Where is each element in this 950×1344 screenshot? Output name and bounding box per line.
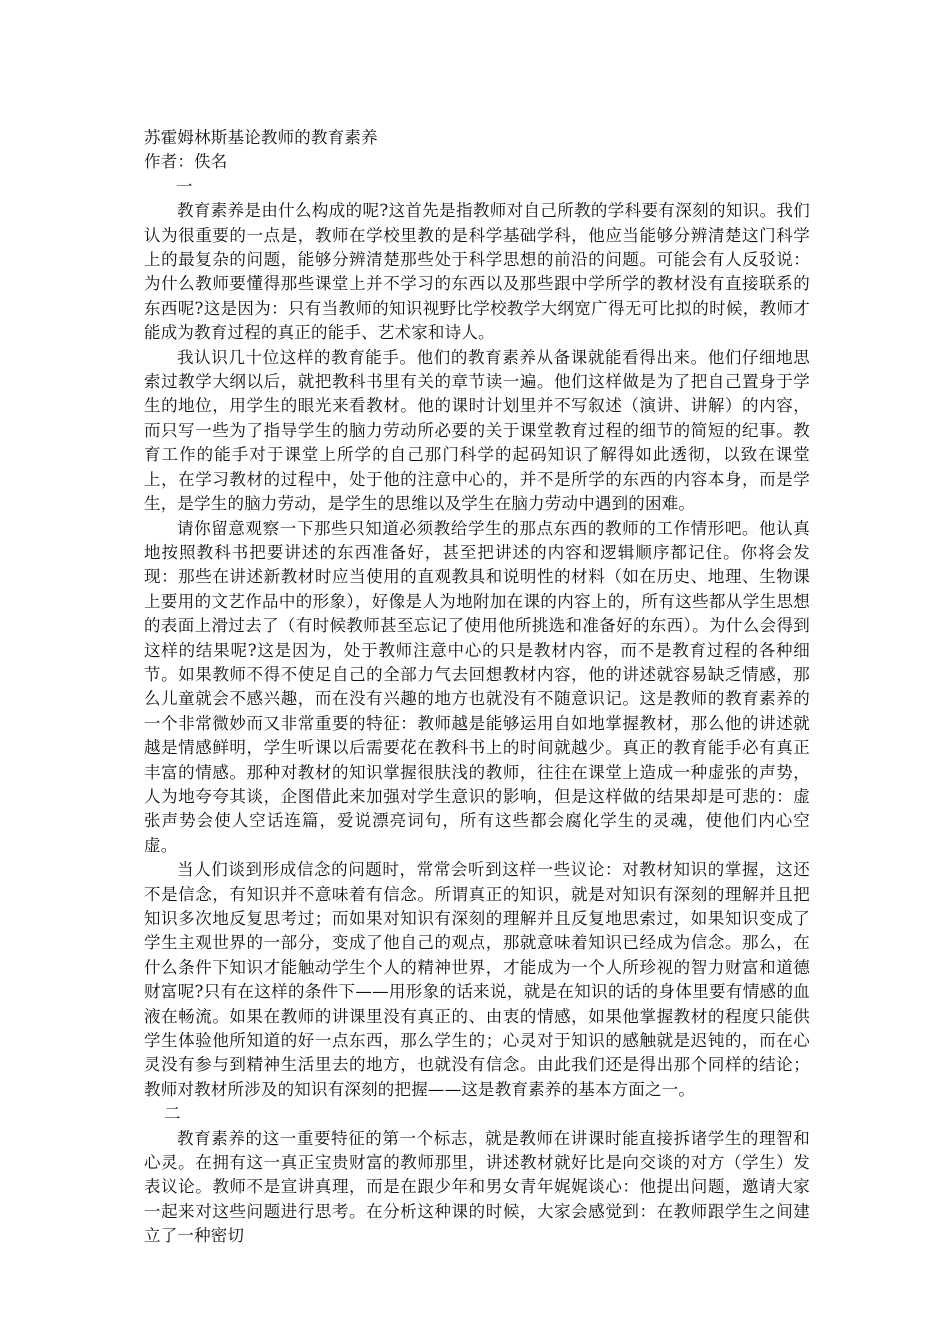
document-title: 苏霍姆林斯基论教师的教育素养 <box>144 128 378 147</box>
section-two-marker: 二 <box>164 1104 181 1124</box>
paragraph: 当人们谈到形成信念的问题时，常常会听到这样一些议论：对教材知识的掌握，这还不是信念，有知识并不意味着有信念。所谓真正的知识，就是对知识有深刻的理解并且把知识多次地反复思考过；而如果对知识有深刻的理解并且反复地思索过，如果知识变成了学生主观世界的一部分，变成了他自己的观点，那就意味着知识已经成为信念。那么，在什么条件下知识才能触动学生个人的精神世界，才能成为一个人所珍视的智力财富和道德财富呢?只有在这样的条件下——用形象的话来说，就是在知识的话的身体里要有情感的血液在畅流。如果在教师的讲课里没有真正的、由衷的情感，如果他掌握教材的程度只能供学生体验他所知道的好一点东西，那么学生的；心灵对于知识的感触就是迟钝的，而在心灵没有参与到精神生活里去的地方，也就没有信念。由此我们还是得出那个同样的结论；教师对教材所涉及的知识有深刻的把握——这是教育素养的基本方面之一。 <box>144 860 810 1099</box>
paragraph: 教育素养的这一重要特征的第一个标志，就是教师在讲课时能直接拆诸学生的理智和心灵。在拥有这一真正宝贵财富的教师那里，讲述教材就好比是向交谈的对方（学生）发表议论。教师不是宣讲真理，而是在跟少年和男女青年娓娓谈心：他提出问题，邀请大家一起来对这些问题进行思考。在分析这种课的时候，大家会感觉到：在教师跟学生之间建立了一种密切 <box>144 1128 810 1246</box>
author-line: 作者：佚名 <box>144 152 228 172</box>
section-one-marker: 一 <box>176 176 193 196</box>
paragraph: 我认识几十位这样的教育能手。他们的教育素养从备课就能看得出来。他们仔细地思索过教学大纲以后，就把教科书里有关的章节读一遍。他们这样做是为了把自己置身于学生的地位，用学生的眼光来看教材。他的课时计划里并不写叙述（演讲、讲解）的内容，而只写一些为了指导学生的脑力劳动所必要的关于课堂教育过程的细节的简短的纪事。教育工作的能手对于课堂上所学的自己那门科学的起码知识了解得如此透彻，以致在课堂上，在学习教材的过程中，处于他的注意中心的，并不是所学的东西的内容本身，而是学生，是学生的脑力劳动，是学生的思维以及学生在脑力劳动中遇到的困难。 <box>144 347 810 514</box>
document-body <box>144 126 810 1249</box>
paragraph: 请你留意观察一下那些只知道必须教给学生的那点东西的教师的工作情形吧。他认真地按照教科书把要讲述的东西准备好，甚至把讲述的内容和逻辑顺序都记住。你将会发现：那些在讲述新教材时应当使用的直观教具和说明性的材料（如在历史、地理、生物课上要用的文艺作品中的形象），好像是人为地附加在课的内容上的，所有这些都从学生思想的表面上滑过去了（有时候教师甚至忘记了使用他所挑选和准备好的东西）。为什么会得到这样的结果呢?这是因为，处于教师注意中心的只是教材内容，而不是教育过程的各种细节。如果教师不得不使足自己的全部力气去回想教材内容，他的讲述就容易缺乏情感，那么儿童就会不感兴趣，而在没有兴趣的地方也就没有不随意识记。这是教师的教育素养的一个非常微妙而又非常重要的特征：教师越是能够运用自如地掌握教材，那么他的讲述就越是情感鲜明，学生听课以后需要花在教科书上的时间就越少。真正的教育能手必有真正丰富的情感。那种对教材的知识掌握很肤浅的教师，往往在课堂上造成一种虚张的声势，人为地夸夸其谈，企图借此来加强对学生意识的影响，但是这样做的结果却是可悲的：虚张声势会使人空话连篇，爱说漂亮词句，所有这些都会腐化学生的灵魂，使他们内心空虚。 <box>144 518 810 855</box>
paragraph: 教育素养是由什么构成的呢?这首先是指教师对自己所教的学科要有深刻的知识。我们认为很重要的一点是，教师在学校里教的是科学基础学科，他应当能够分辨清楚这门科学上的最复杂的问题，能够分辨清楚那些处于科学思想的前沿的问题。可能会有人反驳说：为什么教师要懂得那些课堂上并不学习的东西以及那些跟中学所学的教材没有直接联系的东西呢?这是因为：只有当教师的知识视野比学校教学大纲宽广得无可比拟的时候，教师才能成为教育过程的真正的能手、艺术家和诗人。 <box>144 201 810 343</box>
